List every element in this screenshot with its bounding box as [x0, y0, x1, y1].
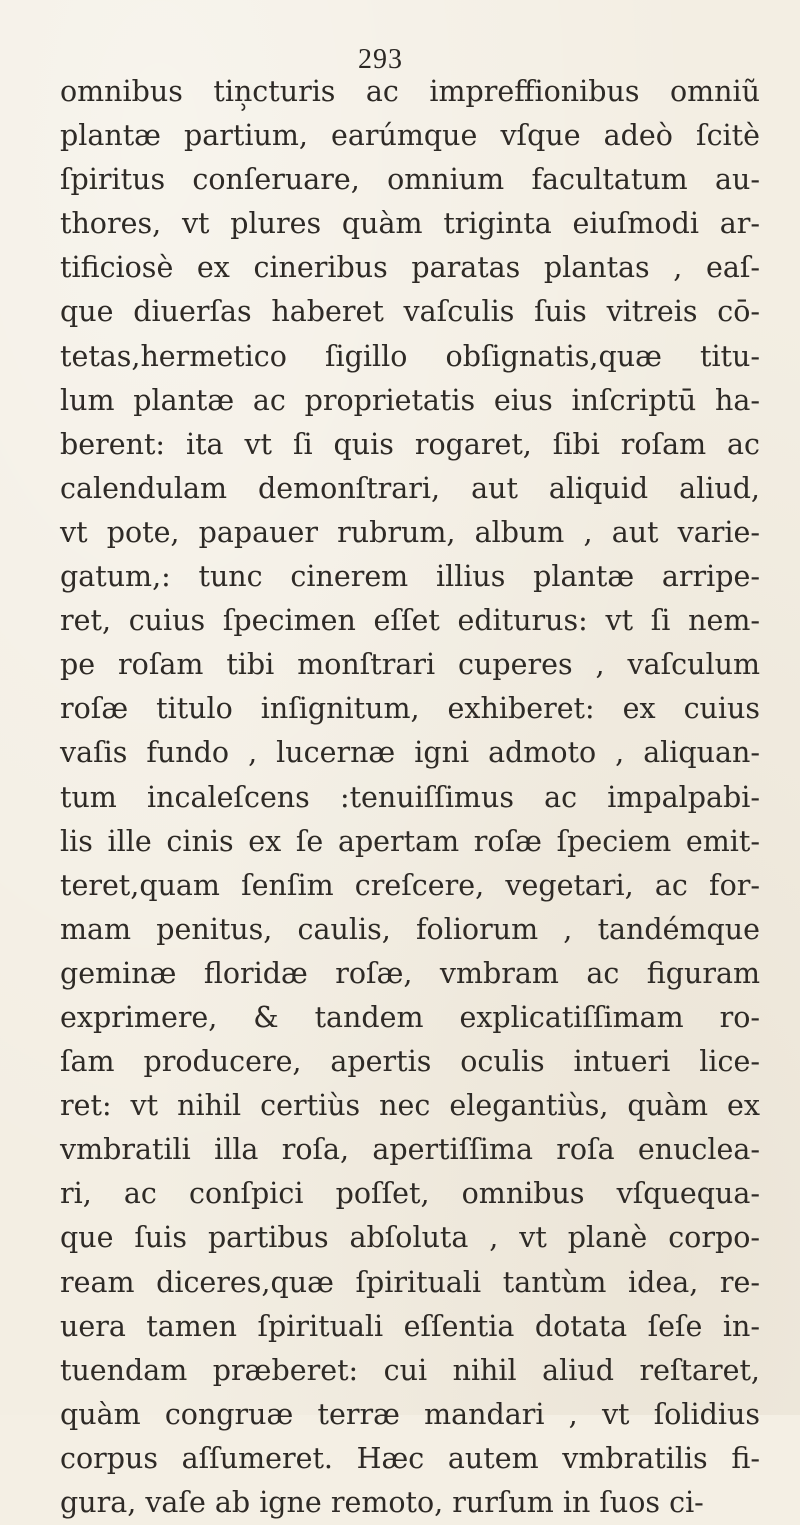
text-line: lis ille cinis ex ſe apertam roſæ ſpeciem emit- [60, 824, 760, 858]
text-line: vaſis fundo , lucernæ igni admoto , aliquan- [60, 736, 760, 770]
text-line: quàm congruæ terræ mandari , vt ſolidius [60, 1397, 760, 1431]
text-line: omnibus tin̹cturis ac impreffionibus omniũ [60, 75, 760, 108]
text-line: tificiosè ex cineribus paratas plantas , eaſ- [60, 251, 760, 285]
text-line: pe roſam tibi monſtrari cuperes , vaſculum [60, 648, 760, 682]
text-line: ret: vt nihil certiùs nec elegantiùs, quàm ex [60, 1089, 760, 1123]
text-line: exprimere, & tandem explicatiſſimam ro- [60, 1000, 760, 1034]
text-line: ſpiritus conſeruare, omnium facultatum au- [60, 163, 760, 197]
body-text [60, 70, 760, 1525]
text-line: gura, vaſe ab igne remoto, rurſum in ſuos ci- [60, 1486, 704, 1519]
text-line: tetas,hermetico ſigillo obſignatis,quæ titu- [60, 339, 760, 373]
text-line: tuendam præberet: cui nihil aliud reſtaret, [60, 1353, 760, 1387]
text-line: roſæ titulo inſignitum, exhiberet: ex cuius [60, 692, 760, 726]
text-line: thores, vt plures quàm triginta eiuſmodi ar- [60, 207, 760, 241]
text-line: lum plantæ ac proprietatis eius inſcriptū ha- [60, 383, 760, 417]
text-line: calendulam demonſtrari, aut aliquid aliud, [60, 471, 760, 505]
text-line: ſam producere, apertis oculis intueri lice- [60, 1045, 760, 1079]
text-line: teret,quam ſenſim creſcere, vegetari, ac for- [60, 868, 760, 902]
text-line: tum incaleſcens :tenuiſſimus ac impalpabi- [60, 780, 760, 814]
text-line: ri, ac conſpici poſſet, omnibus vſquequa- [60, 1177, 760, 1211]
text-line: corpus aſſumeret. Hæc autem vmbratilis fi- [60, 1441, 760, 1475]
text-line: que diuerſas haberet vaſculis ſuis vitreis cō- [60, 295, 760, 329]
text-line: uera tamen ſpirituali eſſentia dotata ſeſe in- [60, 1309, 760, 1343]
text-line: que ſuis partibus abſoluta , vt planè corpo- [60, 1221, 760, 1255]
text-line: berent: ita vt ſi quis rogaret, ſibi roſam ac [60, 427, 760, 461]
text-line: ream diceres,quæ ſpirituali tantùm idea, re- [60, 1265, 760, 1299]
page-number: 293 [358, 44, 403, 75]
text-line: vmbratili illa roſa, apertiſſima roſa enuclea- [60, 1133, 760, 1167]
text-line: mam penitus, caulis, foliorum , tandémque [60, 912, 760, 946]
text-line: ret, cuius ſpecimen eſſet editurus: vt ſi nem- [60, 604, 760, 638]
text-line: plantæ partium, earúmque vſque adeò ſcitè [60, 119, 760, 153]
text-line: gatum,: tunc cinerem illius plantæ arripe- [60, 560, 760, 594]
text-line: vt pote, papauer rubrum, album , aut varie- [60, 515, 760, 549]
text-line: geminæ floridæ roſæ, vmbram ac figuram [60, 956, 760, 990]
